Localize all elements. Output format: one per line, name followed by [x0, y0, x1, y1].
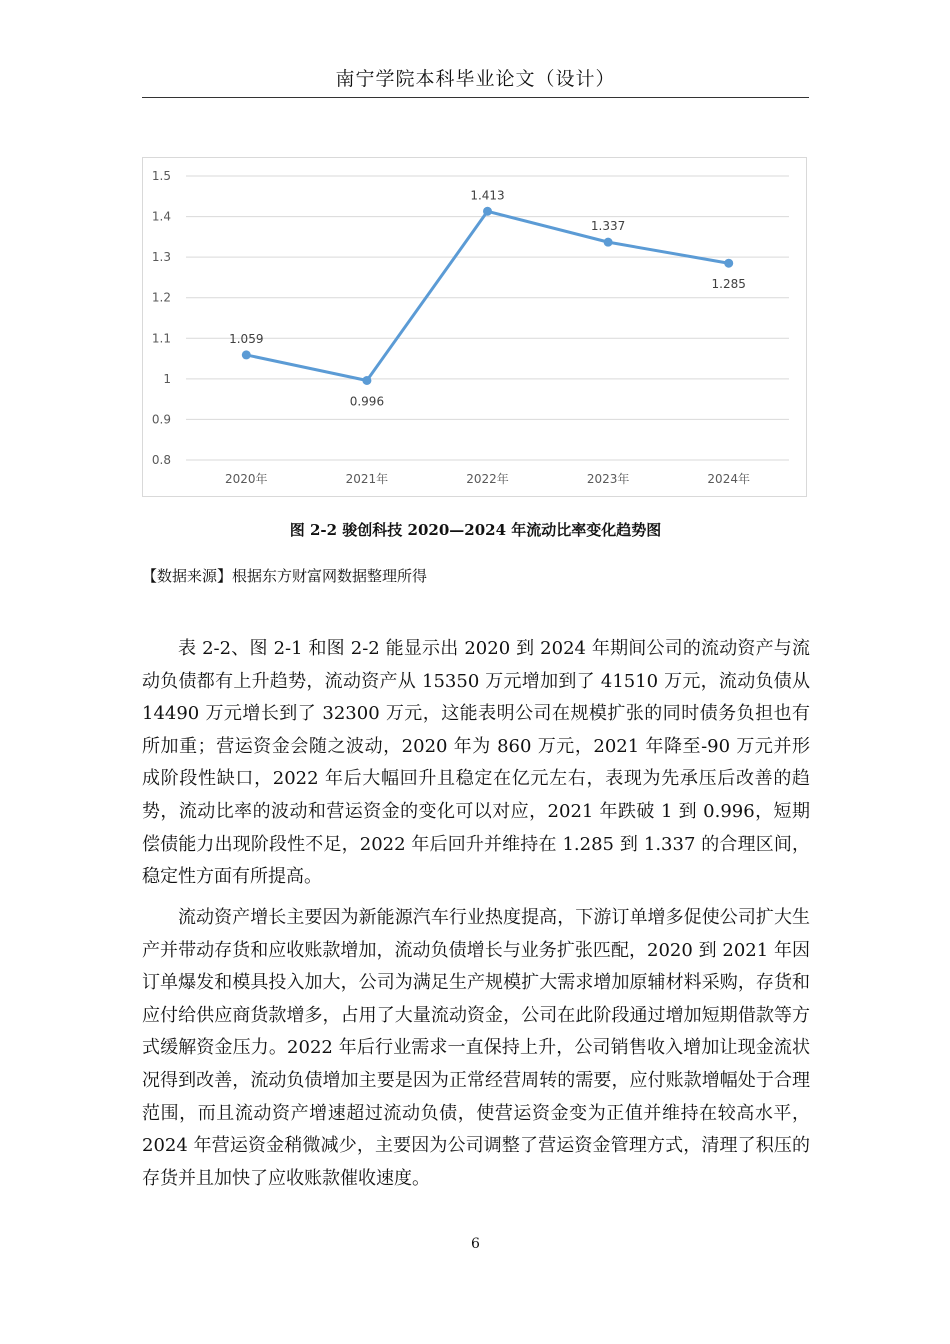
- x-tick-label: 2024年: [707, 472, 750, 486]
- page-number: 6: [471, 1236, 480, 1252]
- y-tick-label: 1.1: [151, 331, 171, 346]
- x-tick-label: 2023年: [586, 472, 630, 486]
- y-tick-label: 1: [163, 371, 171, 386]
- chart-canvas: [143, 158, 808, 498]
- data-label: 1.413: [470, 188, 505, 203]
- y-tick-label: 0.9: [151, 412, 171, 427]
- data-label: 0.996: [349, 394, 385, 409]
- y-tick-label: 1.2: [151, 290, 171, 305]
- data-point: [483, 207, 492, 216]
- y-tick-label: 0.8: [151, 453, 171, 467]
- body-paragraph-1: 表 2-2、图 2-1 和图 2-2 能显示出 2020 到 2024 年期间公司的流动资产与流动负债都有上升趋势，流动资产从 15350 万元增加到了 41510 万元，流动负债从 14490 万元增长到了 32300 万元，这能表明公司在规模扩张的同时债务负担也有所加重；营运资金会随之波动，2020 年为 860 万元，2021 年降至-90 万元并形成阶段性缺口，2022 年后大幅回升且稳定在亿元左右，表现为先承压后改善的趋势，流动比率的波动和营运资金的变化可以对应，2021 年跌破 1 到 0.996，短期偿债能力出现阶段性不足，2022 年后回升并维持在 1.285 到 1.337 的合理区间，稳定性方面有所提高。: [142, 638, 810, 888]
- series-line: [246, 211, 728, 380]
- data-source-note: 【数据来源】根据东方财富网数据整理所得: [142, 567, 428, 585]
- data-point: [242, 350, 251, 359]
- line-chart: [142, 157, 807, 497]
- figure-caption: 图 2-2 骏创科技 2020—2024 年流动比率变化趋势图: [289, 521, 662, 539]
- data-label: 1.059: [229, 331, 264, 346]
- data-point: [604, 238, 613, 247]
- y-tick-label: 1.3: [151, 250, 171, 265]
- data-point: [724, 259, 733, 268]
- body-paragraph-2: 流动资产增长主要因为新能源汽车行业热度提高，下游订单增多促使公司扩大生产并带动存货和应收账款增加，流动负债增长与业务扩张匹配，2020 到 2021 年因订单爆发和模具投入加大，公司为满足生产规模扩大需求增加原辅材料采购，存货和应付给供应商货款增多，占用了大量流动资金，公司在此阶段通过增加短期借款等方式缓解资金压力。2022 年后行业需求一直保持上升，公司销售收入增加让现金流状况得到改善，流动负债增加主要是因为正常经营周转的需要，应付账款增幅处于合理范围，而且流动资产增速超过流动负债，使营运资金变为正值并维持在较高水平，2024 年营运资金稍微减少，主要因为公司调整了营运资金管理方式，清理了积压的存货并且加快了应收账款催收速度。: [142, 907, 810, 1189]
- x-tick-label: 2020年: [225, 472, 268, 486]
- x-tick-label: 2022年: [466, 472, 509, 486]
- data-point: [362, 376, 371, 385]
- data-label: 1.337: [590, 219, 626, 234]
- y-tick-label: 1.5: [151, 169, 171, 183]
- y-tick-label: 1.4: [151, 209, 171, 224]
- x-tick-label: 2021年: [345, 472, 389, 486]
- header-divider: [142, 97, 809, 98]
- page-header-title: 南宁学院本科毕业论文（设计）: [335, 68, 616, 90]
- data-label: 1.285: [711, 277, 746, 292]
